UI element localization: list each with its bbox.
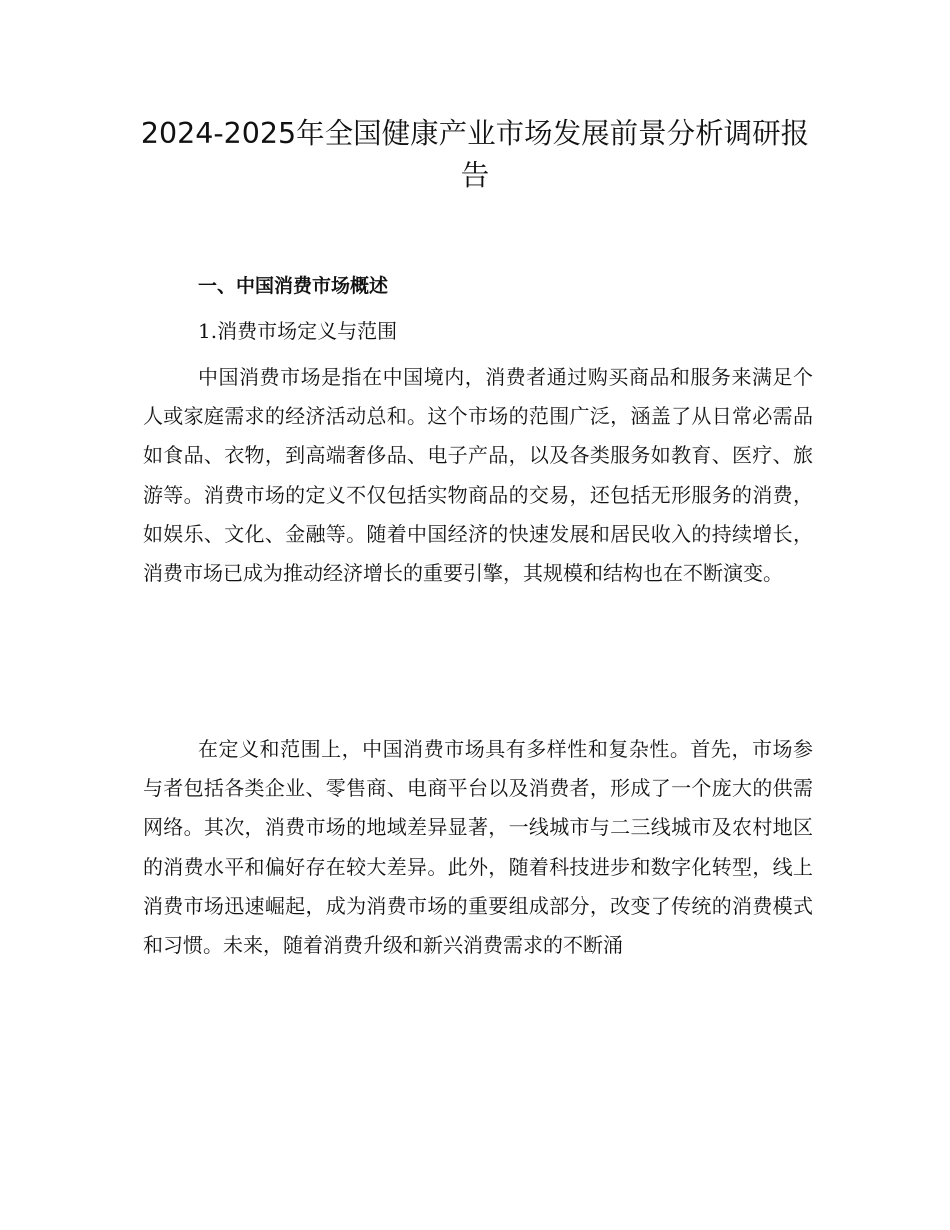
body-paragraph-2: 在定义和范围上，中国消费市场具有多样性和复杂性。首先，市场参与者包括各类企业、零售商、电商平台以及消费者，形成了一个庞大的供需网络。其次，消费市场的地域差异显著，一线城市与二三线城市及农村地区的消费水平和偏好存在较大差异。此外，随着科技进步和数字化转型，线上消费市场迅速崛起，成为消费市场的重要组成部分，改变了传统的消费模式和习惯。未来，随着消费升级和新兴消费需求的不断涌 [143, 737, 813, 958]
document-title: 2024-2025年全国健康产业市场发展前景分析调研报告 [140, 117, 810, 192]
section-heading: 一、中国消费市场概述 [198, 275, 389, 297]
subsection-heading: 1.消费市场定义与范围 [198, 319, 398, 343]
body-paragraph-1: 中国消费市场是指在中国境内，消费者通过购买商品和服务来满足个人或家庭需求的经济活动总和。这个市场的范围广泛，涵盖了从日常必需品如食品、衣物，到高端奢侈品、电子产品，以及各类服务如教育、医疗、旅游等。消费市场的定义不仅包括实物商品的交易，还包括无形服务的消费，如娱乐、文化、金融等。随着中国经济的快速发展和居民收入的持续增长，消费市场已成为推动经济增长的重要引擎，其规模和结构也在不断演变。 [143, 365, 813, 586]
